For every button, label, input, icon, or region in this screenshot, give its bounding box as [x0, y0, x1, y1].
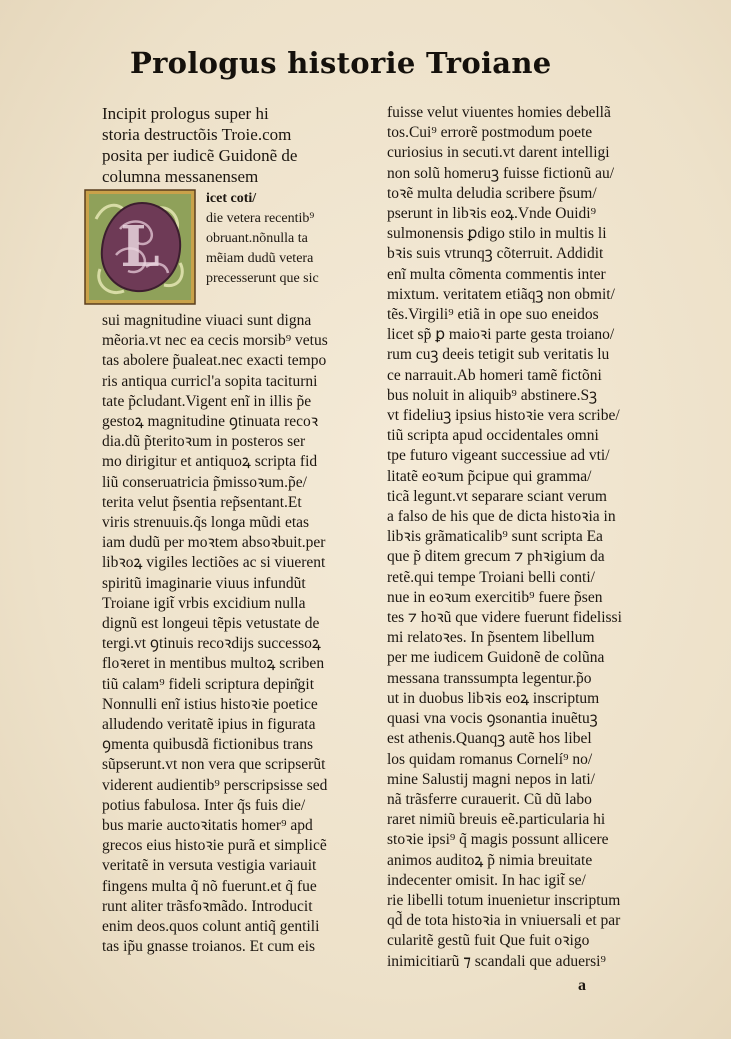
text-line: los quidam romanus Cornelí⁹ no/ — [387, 750, 593, 768]
text-line: curiosius in secuti.vt darent intelligi — [387, 144, 610, 162]
text-line: viderent audientib⁹ perscripsisse sed — [102, 776, 328, 794]
left-column — [102, 103, 370, 958]
text-line: ut in duobus libꝛis eoꝝ inscriptum — [387, 689, 600, 707]
text-line: raret nimiũ breuis eẽ.particularia hi — [387, 811, 606, 829]
text-line: gestoꝝ magnitudine ꝯtinuata recoꝛ — [102, 413, 319, 431]
text-line: iam dudũ per moꝛtem absoꝛbuit.per — [102, 534, 326, 552]
text-line: runt aliter trãsfoꝛmãdo. Introducit — [102, 897, 313, 915]
text-line: tas ip̃u gnasse troianos. Et cum eis — [102, 938, 316, 956]
text-line: nue in eoꝛum exercitib⁹ fuere p̃sen — [387, 588, 603, 606]
text-line: tes ⁊ hoꝛũ que videre fuerunt fidelissi — [387, 609, 622, 627]
text-line: mẽoria.vt nec ea cecis morsib⁹ vetus — [102, 332, 328, 350]
text-line: mixtum. veritatem etiãqꝫ non obmit/ — [387, 285, 615, 303]
page-title: Prologus historie Troiane — [130, 46, 552, 80]
text-line: liũ conseruatricia p̃missoꝛum.p̃e/ — [102, 473, 307, 491]
text-line: alludendo veritatẽ ipius in figurata — [102, 716, 316, 734]
text-line: spiritũ imaginarie viuus infundũt — [102, 574, 306, 592]
text-line: tate p̃cludant.Vigent enĩ in illis p̃e — [102, 392, 312, 410]
text-line: sulmonensis ꝑdigo stilo in multis li — [387, 225, 607, 243]
text-line: bus noluit in aliquib⁹ abstinere.Sꝫ — [387, 386, 598, 404]
text-line: tẽs.Virgili⁹ etiã in ope suo eneidos — [387, 306, 599, 324]
text-line: cularitẽ gestũ fuit Que fuit oꝛigo — [387, 932, 590, 950]
text-line: pserunt in libꝛis eoꝝ.Vnde Ouidi⁹ — [387, 205, 596, 223]
text-line: mine Salustij magni nepos in lati/ — [387, 770, 595, 788]
text-line: est athenis.Quanqꝫ autẽ hos libel — [387, 730, 592, 748]
text-line: rum cuꝫ deeis tetigit sub veritatis lu — [387, 346, 610, 364]
text-line: nã trãsferre curauerit. Cũ dũ labo — [387, 790, 592, 808]
text-line: mẽiam dudũ vetera — [206, 251, 314, 266]
text-line: enim deos.quos colunt antiq̃ gentili — [102, 918, 320, 936]
text-line: per me iudicem Guidonẽ de colũna — [387, 649, 605, 667]
incipit-heading — [102, 103, 370, 187]
text-line: rie libelli totum inuenietur inscriptum — [387, 891, 621, 909]
heading-line: columna messanensem — [102, 167, 259, 186]
heading-line: Incipit prologus super hi — [102, 104, 269, 123]
text-line: ris antiqua curricl'a sopita taciturni — [102, 372, 318, 390]
initial-block — [102, 189, 370, 311]
text-line: que p̃ ditem grecum ⁊ phꝛigium da — [387, 548, 605, 566]
text-line: viris strenuuis.q̃s longa mũdi etas — [102, 514, 310, 532]
decorated-initial — [84, 189, 196, 305]
text-line: sui magnitudine viuaci sunt digna — [102, 312, 312, 329]
text-line: floꝛeret in mentibus multoꝝ scriben — [102, 655, 325, 673]
text-line: fingens multa q̃ nõ fuerunt.et q̃ fue — [102, 877, 317, 895]
text-line: sũpserunt.vt non vera que scripserũt — [102, 756, 326, 774]
text-line: inimicitiarũ ⁊ scandali que aduersi⁹ — [387, 952, 606, 970]
text-line: ce narrauit.Ab homeri tamẽ fictõni — [387, 366, 602, 384]
initial-big-text: icet coti/ — [206, 191, 257, 206]
text-line: messana transsumpta legentur.p̃o — [387, 669, 592, 687]
text-line: indecenter omisit. In hac igit̃ se/ — [387, 871, 586, 889]
text-line: tiũ calam⁹ fideli scriptura depin͂git — [102, 675, 315, 693]
heading-line: posita per iudicẽ Guidonẽ de — [102, 146, 298, 165]
text-line: qd̃ de tota histoꝛia in vniuersali et par — [387, 912, 621, 930]
text-line: libꝛis grãmaticalib⁹ sunt scripta Ea — [387, 528, 603, 546]
text-line: tpe futuro vigeant successiue ad vti/ — [387, 447, 610, 465]
svg-text:L: L — [120, 214, 160, 280]
left-body-text — [102, 311, 370, 958]
text-line: litatẽ eoꝛum p̃cipue qui gramma/ — [387, 467, 592, 485]
text-line: bus marie auctoꝛitatis homer⁹ apd — [102, 817, 313, 835]
decorated-initial-icon — [84, 189, 196, 305]
signature-mark: a — [578, 977, 586, 994]
text-line: veritatẽ in versuta vestigia variauit — [102, 857, 317, 875]
text-line: tergi.vt ꝯtinuis recoꝛdijs successoꝝ — [102, 635, 321, 653]
text-line: mi relatoꝛes. In p̃sentem libellum — [387, 629, 595, 647]
text-line: fuisse velut viuentes homies debellã — [387, 104, 611, 121]
text-line: retẽ.qui tempe Troiani belli conti/ — [387, 568, 595, 586]
text-line: ꝯmenta quibusdã fictionibus trans — [102, 736, 313, 754]
heading-line: storia destructõis Troie.com — [102, 125, 292, 144]
initial-lines — [206, 189, 376, 289]
text-line: vt fideliuꝫ ipsius histoꝛie vera scribe/ — [387, 407, 620, 425]
text-line: dia.dũ p̃teritoꝛum in posteros ser — [102, 433, 306, 451]
text-line: libꝛoꝝ vigiles lectiões ac si viuerent — [102, 554, 326, 572]
text-line: enĩ multa cõmenta commentis inter — [387, 265, 606, 283]
text-line: Troiane igit̃ vrbis excidium nulla — [102, 594, 306, 612]
text-line: grecos eius histoꝛie purã et simplicẽ — [102, 837, 327, 855]
text-line: stoꝛie ipsi⁹ q̃ magis possunt allicere — [387, 831, 609, 849]
text-line: a falso de his que de dicta histoꝛia in — [387, 508, 616, 526]
text-line: potius fabulosa. Inter q̃s fuis die/ — [102, 796, 306, 814]
text-line: licet sp̃ ꝑ maioꝛi parte gesta troiano/ — [387, 326, 615, 344]
text-line: die vetera recentib⁹ — [206, 211, 315, 226]
right-column — [387, 103, 661, 972]
right-body-text — [387, 103, 661, 972]
text-line: terita velut p̃sentia rep̃sentant.Et — [102, 493, 302, 511]
text-line: precesserunt que sic — [206, 271, 319, 286]
text-line: tos.Cui⁹ errorẽ postmodum poete — [387, 124, 593, 142]
text-line: bꝛis suis vtrunqꝫ cõterruit. Addidit — [387, 245, 604, 263]
text-line: dignũ est longeui tẽpis vetustate de — [102, 615, 320, 633]
text-line: animos auditoꝝ p̃ nimia breuitate — [387, 851, 593, 869]
text-line: ticã legunt.vt separare sciant verum — [387, 487, 607, 505]
text-line: toꝛẽ multa deludia scribere p̃sum/ — [387, 184, 597, 202]
text-line: tiũ scripta apud occidentales omni — [387, 427, 599, 445]
text-line: obruant.nõnulla ta — [206, 231, 308, 246]
text-line: tas abolere p̃ualeat.nec exacti tempo — [102, 352, 327, 370]
text-line: Nonnulli enĩ istius histoꝛie poetice — [102, 695, 318, 713]
text-line: quasi vna vocis ꝯsonantia inuẽtuꝫ — [387, 710, 598, 728]
text-line: non solũ homeruꝫ fuisse fictionũ au/ — [387, 164, 615, 182]
text-line: mo dirigitur et antiquoꝝ scripta fid — [102, 453, 318, 471]
